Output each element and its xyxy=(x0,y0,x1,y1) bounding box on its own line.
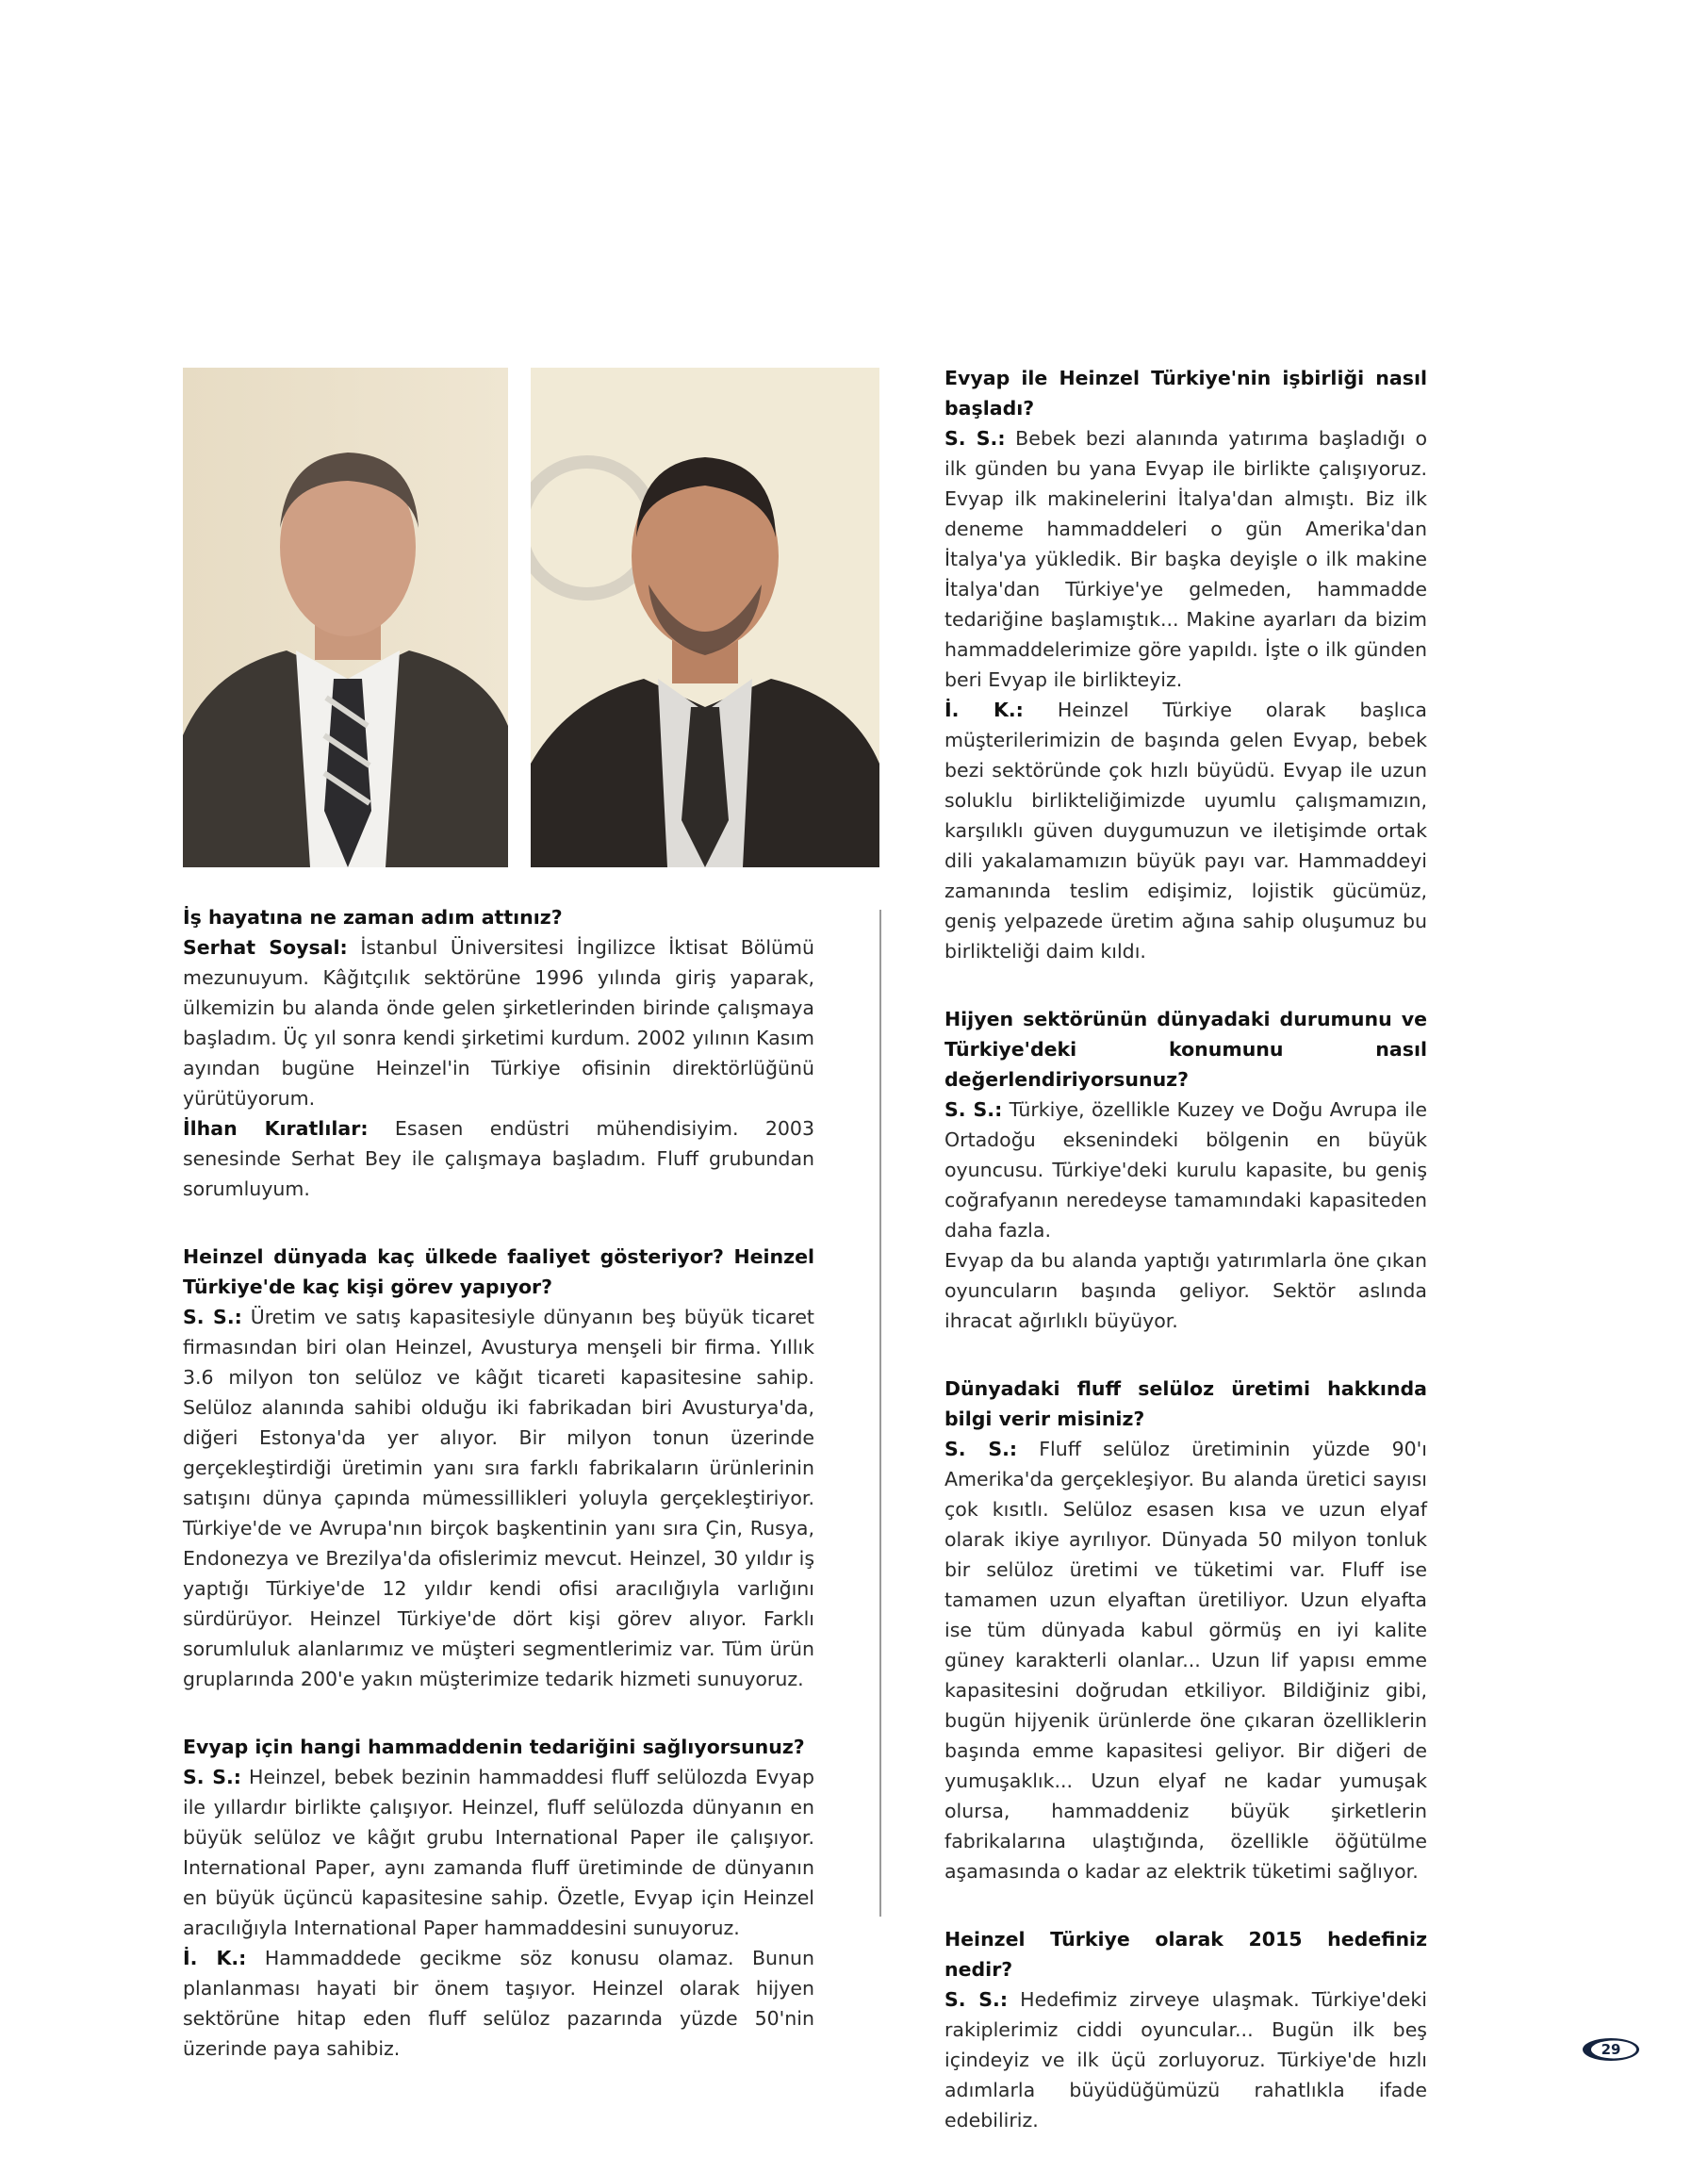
answer-paragraph xyxy=(183,1113,814,1204)
qa-block xyxy=(944,1004,1427,1336)
answer-paragraph xyxy=(944,1434,1427,1886)
speaker-label: S. S.: xyxy=(183,1766,241,1788)
portrait-image xyxy=(531,368,879,867)
portrait-ilhan-kiratlilar xyxy=(531,368,879,867)
answer-text: Heinzel, bebek bezinin hammaddesi fluff selülozda Evyap ile yıllardır birlikte çalışıyor. Heinzel, fluff selülozda dünyanın en büyük selüloz ve kâğıt grubu International Paper ile çalışıyor. International Paper, aynı zamanda fluff üretiminde de dünyanın en büyük üçüncü kapasitesine sahip. Özetle, Evyap için Heinzel aracılığıyla International Paper hammaddesini sunuyoruz. xyxy=(183,1766,814,1939)
answer-text: Hedefimiz zirveye ulaşmak. Türkiye'deki rakiplerimiz ciddi oyuncular... Bugün ilk beş içindeyiz ve ilk üçü zorluyoruz. Türkiye'de hızlı adımlarla büyüdüğümüzü rahatlıkla ifade edebiliriz. xyxy=(944,1988,1427,2132)
answer-text: Türkiye, özellikle Kuzey ve Doğu Avrupa ile Ortadoğu eksenindeki bölgenin en büyük oyuncusu. Türkiye'deki kurulu kapasite, bu geniş coğrafyanın neredeyse tamamındaki kapasiteden daha fazla. xyxy=(944,1098,1427,1242)
column-divider xyxy=(879,910,881,1917)
right-column xyxy=(944,363,1427,2173)
answer-paragraph xyxy=(944,1095,1427,1245)
answer-text: İstanbul Üniversitesi İngilizce İktisat Bölümü mezunuyum. Kâğıtçılık sektörüne 1996 yılında giriş yaparak, ülkemizin bu alanda önde gelen şirketlerinden birinde çalışmaya başladım. Üç yıl sonra kendi şirketimi kurdum. 2002 yılının Kasım ayından bugüne Heinzel'in Türkiye ofisinin direktörlüğünü yürütüyorum. xyxy=(183,936,814,1110)
answer-paragraph xyxy=(944,423,1427,695)
qa-block xyxy=(944,363,1427,966)
portrait-serhat-soysal xyxy=(183,368,508,867)
answer-text: Evyap da bu alanda yaptığı yatırımlarla öne çıkan oyuncuların başında geliyor. Sektör aslında ihracat ağırlıklı büyüyor. xyxy=(944,1249,1427,1332)
answer-paragraph xyxy=(944,695,1427,966)
question-heading: Hijyen sektörünün dünyadaki durumunu ve Türkiye'deki konumunu nasıl değerlendiriyorsunuz? xyxy=(944,1008,1427,1091)
answer-text: Fluff selüloz üretiminin yüzde 90'ı Amerika'da gerçekleşiyor. Bu alanda üretici sayısı çok kısıtlı. Selüloz esasen kısa ve uzun elyaf olarak ikiye ayrılıyor. Dünyada 50 milyon tonluk bir selüloz üretimi ve tüketimi var. Fluff ise tamamen uzun elyaftan üretiliyor. Uzun elyafta ise tüm dünyada kabul görmüş en iyi kalite güney karakterli olanlar... Uzun lif yapısı emme kapasitesini doğrudan etkiliyor. Bildiğiniz gibi, bugün hijyenik ürünlerde öne çıkaran özelliklerin başında emme kapasitesi geliyor. Bir diğeri de yumuşaklık... Uzun elyaf ne kadar yumuşak olursa, hammaddeniz büyük şirketlerin fabrikalarına ulaştığında, özellikle öğütülme aşamasında o kadar az elektrik tüketimi sağlıyor. xyxy=(944,1438,1427,1883)
page-number: 29 xyxy=(1601,2041,1621,2058)
qa-block xyxy=(183,902,814,1204)
speaker-label: S. S.: xyxy=(183,1306,242,1328)
speaker-label: İ. K.: xyxy=(944,699,1024,721)
answer-text: Bebek bezi alanında yatırıma başladığı o ilk günden bu yana Evyap ile birlikte çalışıyoruz. Evyap ilk makinelerini İtalya'dan almıştı. Biz ilk deneme hammaddeleri o gün Amerika'dan İtalya'ya yükledik. Bir başka deyişle o ilk makine İtalya'dan Türkiye'ye gelmeden, hammadde tedariğine başlamıştık... Makine ayarları da bizim hammaddelerimize göre yapıldı. İşte o ilk günden beri Evyap ile birlikteyiz. xyxy=(944,427,1427,691)
question-heading: Evyap için hangi hammaddenin tedariğini sağlıyorsunuz? xyxy=(183,1736,805,1758)
answer-text: Üretim ve satış kapasitesiyle dünyanın beş büyük ticaret firmasından biri olan Heinzel, Avusturya menşeli bir firma. Yıllık 3.6 milyon ton selüloz ve kâğıt ticareti kapasitesine sahip. Selüloz alanında sahibi olduğu iki fabrikadan biri Avusturya'da, diğeri Estonya'da yer alıyor. Bir milyon tonun üzerinde gerçekleştirdiği üretimin yanı sıra farklı fabrikaların ürünlerinin satışını dünya çapında mümessillikleri yoluyla gerçekleştiriyor. Türkiye'de ve Avrupa'nın birçok başkentinin yanı sıra Çin, Rusya, Endonezya ve Brezilya'da ofislerimiz mevcut. Heinzel, 30 yıldır iş yaptığı Türkiye'de 12 yıldır kendi ofisi aracılığıyla varlığını sürdürüyor. Heinzel Türkiye'de dört kişi görev alıyor. Farklı sorumluluk alanlarımız ve müşteri segmentlerimiz var. Tüm ürün gruplarında 200'e yakın müşterimize tedarik hizmeti sunuyoruz. xyxy=(183,1306,814,1690)
answer-text: Heinzel Türkiye olarak başlıca müşterilerimizin de başında gelen Evyap, bebek bezi sektöründe çok hızlı büyüdü. Evyap ile uzun soluklu birlikteliğimizde uyumlu çalışmamızın, karşılıklı güven duygumuzun ve iletişimde ortak dili yakalamamızın büyük payı var. Hammaddeyi zamanında teslim edişimiz, lojistik gücümüz, geniş yelpazede üretim ağına sahip oluşumuz bu birlikteliği daim kıldı. xyxy=(944,699,1427,963)
answer-paragraph xyxy=(183,1762,814,1943)
qa-block xyxy=(183,1242,814,1694)
answer-paragraph xyxy=(183,932,814,1113)
answer-text: Esasen endüstri mühendisiyim. 2003 senesinde Serhat Bey ile çalışmaya başladım. Fluff grubundan sorumluyum. xyxy=(183,1117,814,1200)
portrait-image xyxy=(183,368,508,867)
question-heading: Evyap ile Heinzel Türkiye'nin işbirliği nasıl başladı? xyxy=(944,367,1427,420)
qa-block xyxy=(944,1374,1427,1886)
speaker-label: İlhan Kıratlılar: xyxy=(183,1117,369,1140)
answer-paragraph xyxy=(944,1245,1427,1336)
qa-block xyxy=(183,1732,814,2064)
speaker-label: S. S.: xyxy=(944,1988,1009,2011)
answer-text: Hammaddede gecikme söz konusu olamaz. Bunun planlanması hayati bir önem taşıyor. Heinzel olarak hijyen sektörüne hitap eden fluff selüloz pazarında yüzde 50'nin üzerinde paya sahibiz. xyxy=(183,1947,814,2060)
speaker-label: S. S.: xyxy=(944,1438,1018,1460)
question-heading: Dünyadaki fluff selüloz üretimi hakkında bilgi verir misiniz? xyxy=(944,1377,1427,1430)
left-column xyxy=(183,902,814,2101)
speaker-label: S. S.: xyxy=(944,1098,1003,1121)
question-heading: İş hayatına ne zaman adım attınız? xyxy=(183,906,563,929)
speaker-label: Serhat Soysal: xyxy=(183,936,348,959)
speaker-label: S. S.: xyxy=(944,427,1006,450)
answer-paragraph xyxy=(944,1984,1427,2135)
page-number-badge xyxy=(1582,2037,1640,2062)
answer-paragraph xyxy=(183,1943,814,2064)
question-heading: Heinzel Türkiye olarak 2015 hedefiniz nedir? xyxy=(944,1928,1427,1981)
question-heading: Heinzel dünyada kaç ülkede faaliyet gösteriyor? Heinzel Türkiye'de kaç kişi görev yapıyor? xyxy=(183,1245,814,1298)
answer-paragraph xyxy=(183,1302,814,1694)
qa-block xyxy=(944,1924,1427,2135)
speaker-label: İ. K.: xyxy=(183,1947,247,1969)
